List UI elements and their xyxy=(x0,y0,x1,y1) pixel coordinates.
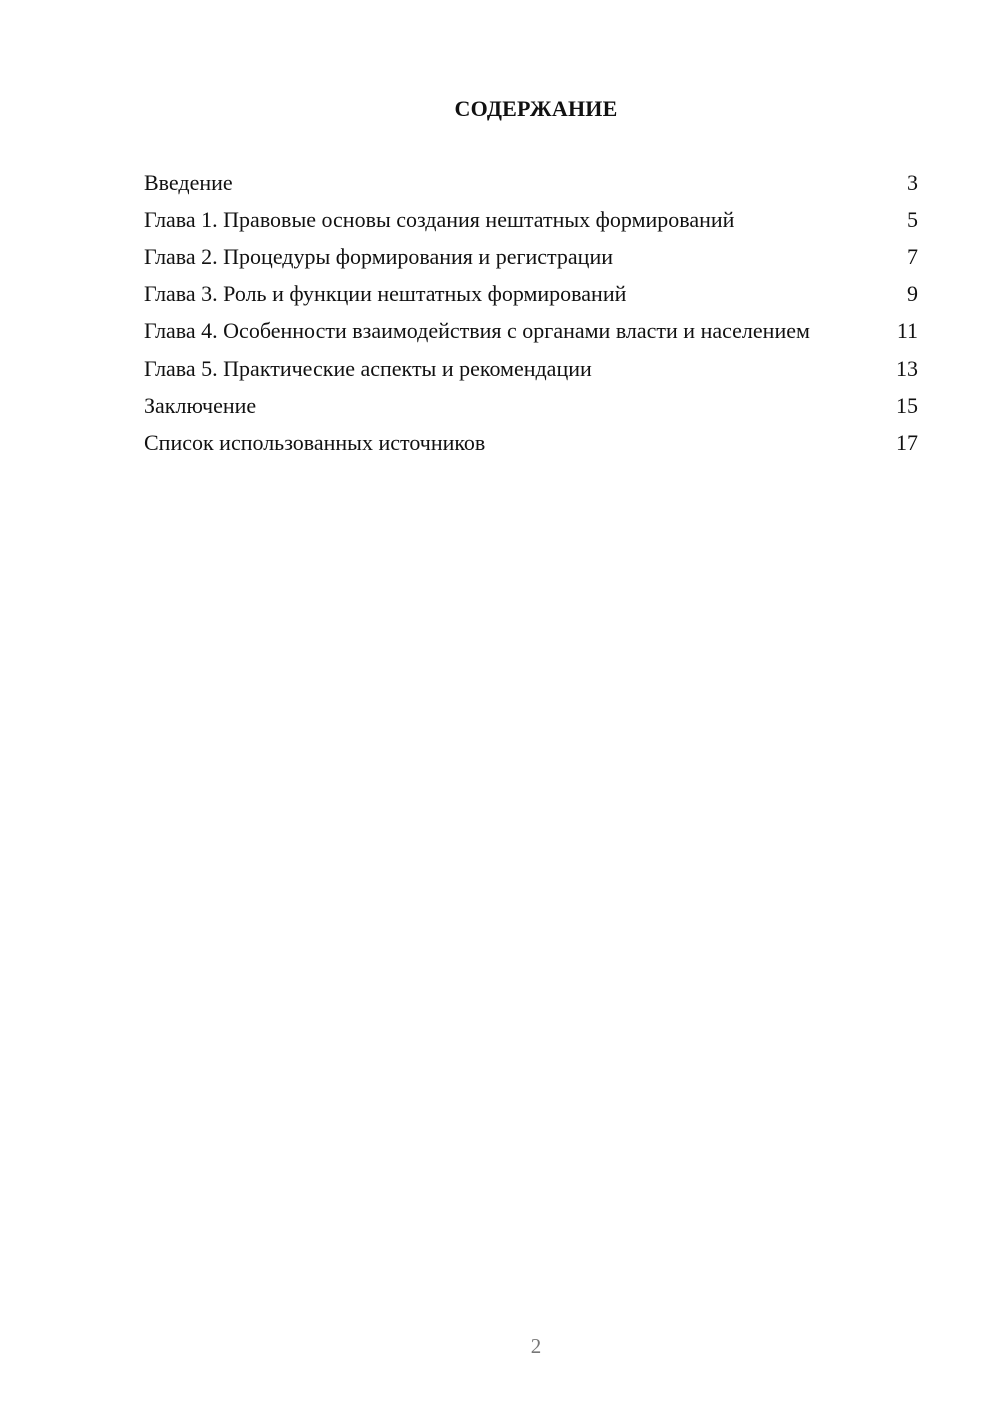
toc-entry-page: 11 xyxy=(896,318,918,343)
toc-entry-page: 15 xyxy=(896,393,918,418)
toc-entry xyxy=(144,207,918,233)
toc-entry xyxy=(144,281,918,307)
toc-entry-page: 3 xyxy=(907,170,918,195)
page-number: 2 xyxy=(530,1334,542,1358)
toc-entry xyxy=(144,393,918,419)
toc-entry-page: 13 xyxy=(896,356,918,381)
toc-entry xyxy=(144,170,918,196)
toc-entry xyxy=(144,244,918,270)
toc-entry xyxy=(144,318,918,344)
toc-entry-label: Глава 2. Процедуры формирования и регистрации xyxy=(144,244,613,269)
toc-entry-label: Список использованных источников xyxy=(144,430,486,455)
toc-entry xyxy=(144,356,918,382)
toc-entry-page: 9 xyxy=(907,281,918,306)
table-of-contents xyxy=(144,170,918,467)
toc-entry-label: Введение xyxy=(144,170,233,195)
toc-entry xyxy=(144,430,918,456)
toc-entry-page: 5 xyxy=(907,207,918,232)
toc-entry-label: Глава 4. Особенности взаимодействия с органами власти и населением xyxy=(144,318,810,343)
toc-entry-label: Глава 5. Практические аспекты и рекомендации xyxy=(144,356,592,381)
toc-entry-label: Глава 3. Роль и функции нештатных формирований xyxy=(144,281,627,306)
toc-entry-page: 17 xyxy=(896,430,918,455)
toc-entry-label: Заключение xyxy=(144,393,257,418)
toc-title: СОДЕРЖАНИЕ xyxy=(454,96,618,121)
toc-entry-page: 7 xyxy=(907,244,918,269)
toc-entry-label: Глава 1. Правовые основы создания нештатных формирований xyxy=(144,207,735,232)
